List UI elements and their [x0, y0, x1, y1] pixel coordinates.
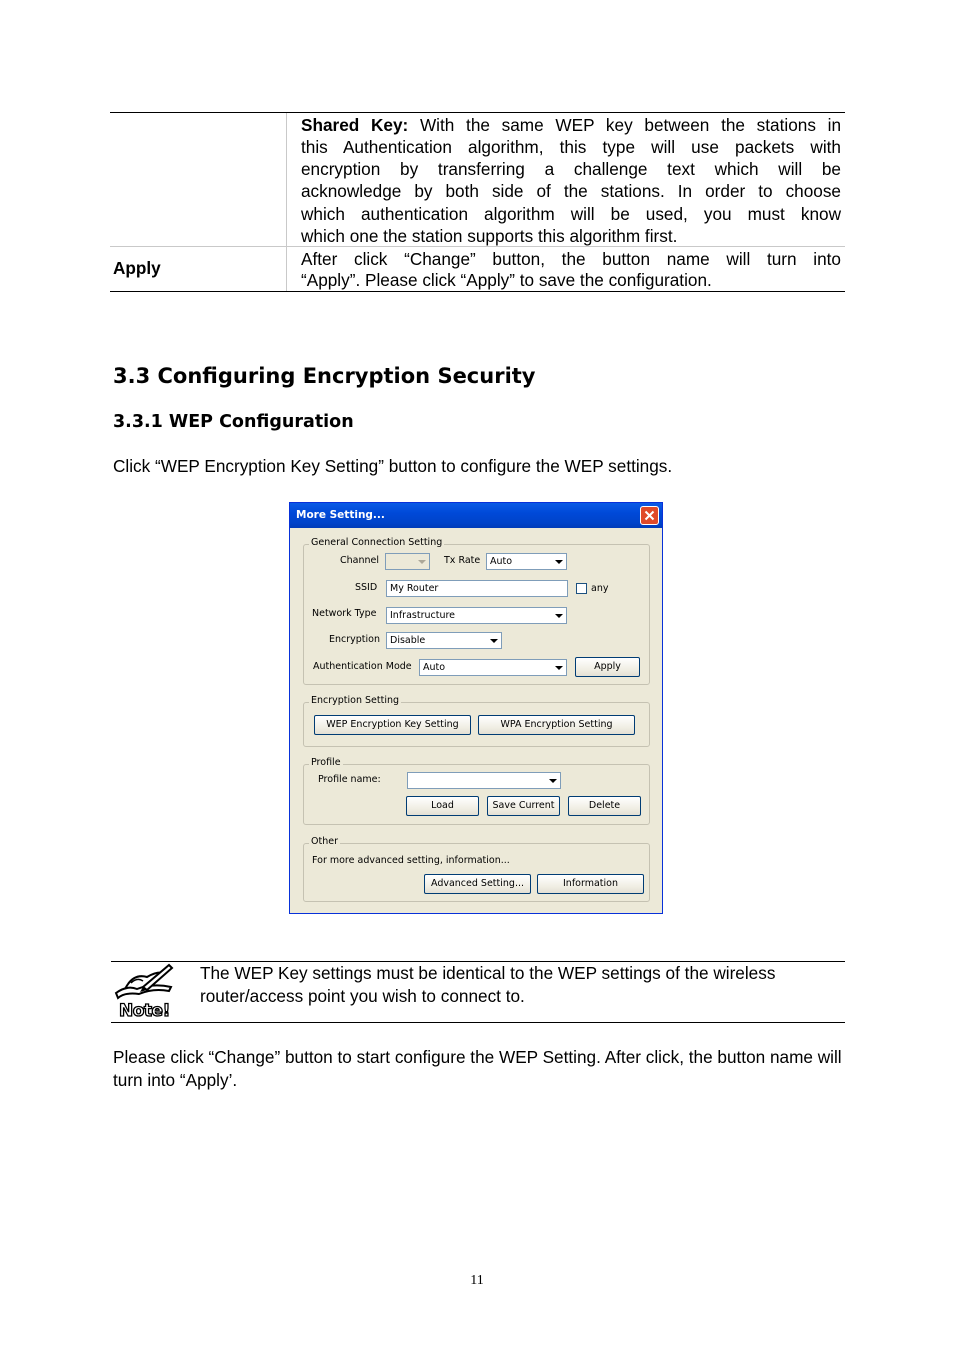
chevron-down-icon [487, 634, 500, 647]
wpa-encryption-setting-button[interactable]: WPA Encryption Setting [478, 715, 635, 735]
shared-key-line-0: Shared Key: With the same WEP key between the stations in [301, 115, 841, 135]
intro-paragraph: Click “WEP Encryption Key Setting” button to configure the WEP settings. [113, 456, 673, 476]
encryption-setting-legend: Encryption Setting [311, 695, 400, 706]
channel-label: Channel [340, 555, 380, 566]
any-label: any [591, 583, 609, 594]
channel-select[interactable] [385, 553, 430, 570]
shared-key-label: Shared Key: [301, 115, 409, 135]
table-column-divider [286, 113, 287, 291]
auth-mode-select[interactable]: Auto [419, 659, 567, 676]
shared-key-line-3: acknowledge by both side of the stations. In order to choose [301, 181, 841, 201]
load-button[interactable]: Load [406, 796, 479, 816]
note-icon [113, 963, 175, 1021]
dialog-title: More Setting... [296, 509, 385, 521]
apply-row-label: Apply [113, 258, 161, 278]
chevron-down-icon [552, 609, 565, 622]
network-type-label: Network Type [312, 608, 377, 619]
table-top-border [110, 112, 845, 113]
save-current-button[interactable]: Save Current [487, 796, 560, 816]
advanced-setting-button[interactable]: Advanced Setting... [424, 874, 531, 894]
wep-encryption-key-setting-button[interactable]: WEP Encryption Key Setting [314, 715, 471, 735]
chevron-down-icon [546, 774, 559, 787]
page-number: 11 [470, 1273, 484, 1288]
profile-name-select[interactable] [407, 772, 561, 789]
ssid-label: SSID [355, 582, 378, 593]
txrate-label: Tx Rate [444, 555, 481, 566]
apply-button[interactable]: Apply [575, 657, 640, 677]
other-info-text: For more advanced setting, information... [312, 855, 510, 866]
general-connection-legend: General Connection Setting [311, 537, 443, 548]
auth-mode-label: Authentication Mode [313, 661, 412, 672]
any-checkbox[interactable] [576, 583, 587, 594]
close-icon[interactable] [640, 506, 659, 525]
encryption-select[interactable]: Disable [386, 632, 502, 649]
apply-desc-line-0: After click “Change” button, the button name will turn into [301, 249, 841, 269]
note-text: The WEP Key settings must be identical to the WEP settings of the wireless router/access point you wish to connect to. [200, 963, 776, 1006]
shared-key-line-2: encryption by transferring a challenge text which will be [301, 159, 841, 179]
section-title: 3.3 Configuring Encryption Security [113, 364, 536, 388]
other-legend: Other [311, 836, 338, 847]
shared-key-line-5: which one the station supports this algorithm first. [301, 226, 678, 246]
network-type-select[interactable]: Infrastructure [386, 607, 567, 624]
encryption-label: Encryption [329, 634, 381, 645]
information-button[interactable]: Information [537, 874, 644, 894]
closing-paragraph: Please click “Change” button to start configure the WEP Setting. After click, the button name will turn into “Apply’. [113, 1047, 842, 1090]
more-setting-dialog [289, 502, 663, 914]
shared-key-line-4: which authentication algorithm will be used, you must know [301, 204, 841, 224]
ssid-input[interactable]: My Router [386, 580, 568, 597]
note-label: Note! [119, 1001, 170, 1021]
note-bottom-rule [111, 1022, 845, 1023]
shared-key-line-1: this Authentication algorithm, this type will use packets with [301, 137, 841, 157]
chevron-down-icon [552, 661, 565, 674]
delete-button[interactable]: Delete [568, 796, 641, 816]
txrate-select[interactable]: Auto [486, 553, 567, 570]
profile-legend: Profile [311, 757, 341, 768]
dialog-titlebar [290, 503, 662, 528]
apply-desc-line-1: “Apply”. Please click “Apply” to save the configuration. [301, 270, 712, 290]
profile-name-label: Profile name: [318, 774, 381, 785]
chevron-down-icon [415, 555, 428, 568]
chevron-down-icon [552, 555, 565, 568]
subsection-title: 3.3.1 WEP Configuration [113, 412, 354, 432]
